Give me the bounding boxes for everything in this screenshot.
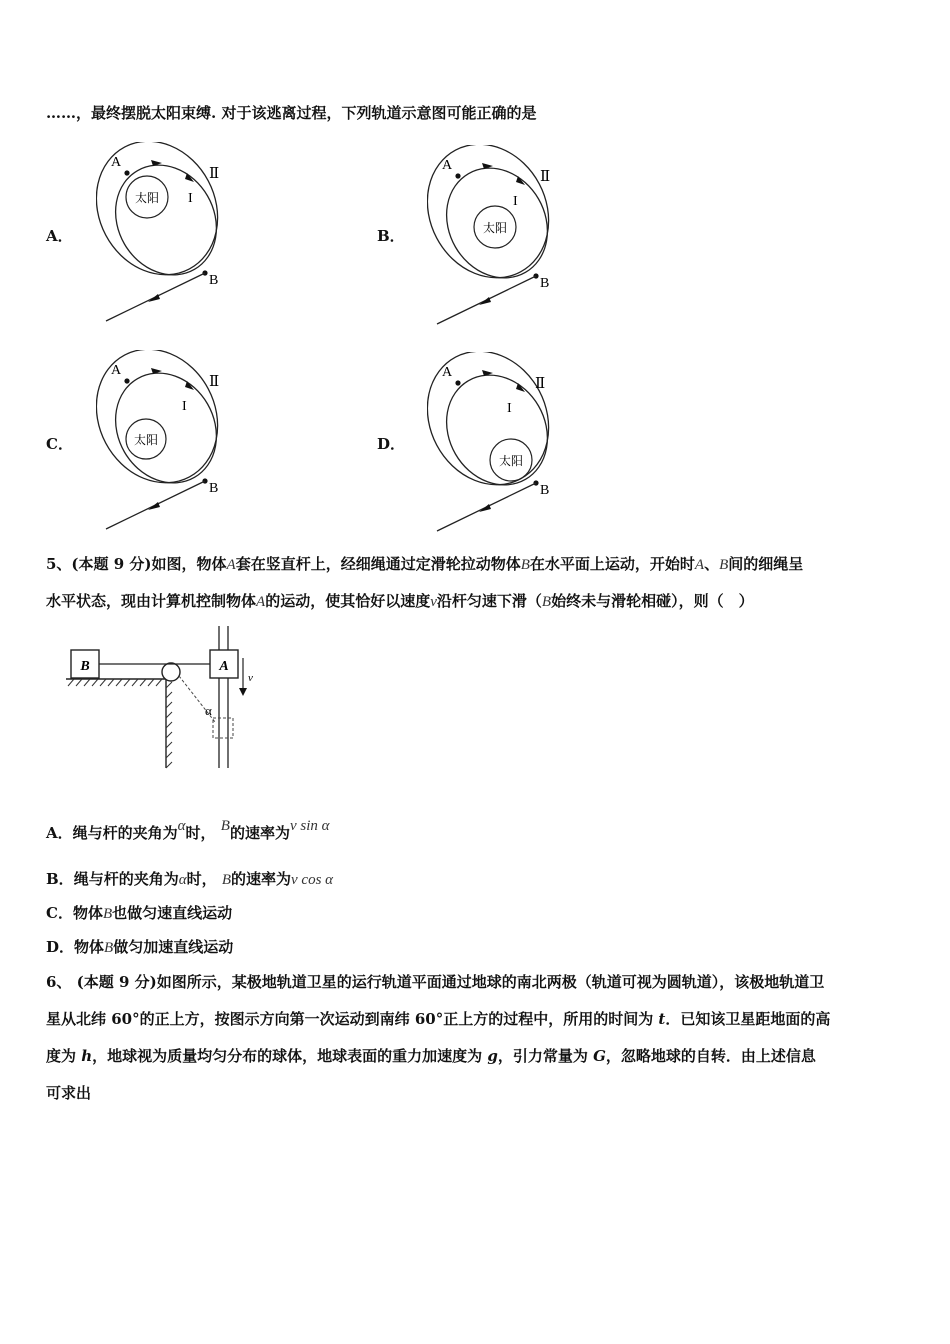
option-a-label: A． — [46, 227, 73, 245]
q5-option-a: A．绳与杆的夹角为α时， B的速率为v sin α — [46, 818, 330, 842]
option-d-label: D． — [377, 435, 406, 453]
option-b-label: B． — [377, 227, 405, 245]
svg-text:B: B — [209, 481, 219, 496]
q5-line-2: 水平状态，现由计算机控制物体A的运动，使其恰好以速度v沿杆匀速下滑（B始终未与滑轮相碰），则（ ） — [46, 592, 754, 610]
q5-line-1: 5、(本题 9 分)如图，物体A套在竖直杆上，经细绳通过定滑轮拉动物体B在水平面上运动，开始时A、B间的细绳呈 — [46, 555, 804, 573]
sun-label: 太阳 — [134, 191, 160, 205]
q6-line-3: 度为 h，地球视为质量均匀分布的球体，地球表面的重力加速度为 g，引力常量为 G，忽略地球的自转．由上述信息 — [46, 1047, 816, 1065]
q5-option-d: D．物体B做匀加速直线运动 — [46, 938, 234, 956]
block-b-label: B — [80, 659, 90, 674]
svg-text:A: A — [111, 155, 122, 170]
svg-text:I: I — [513, 194, 518, 209]
orbit-diagram-b — [427, 145, 567, 330]
pulley-diagram — [62, 622, 272, 772]
q5-option-b: B．绳与杆的夹角为α时， B的速率为v cos α — [46, 870, 334, 888]
svg-text:Ⅱ: Ⅱ — [209, 374, 220, 390]
svg-text:Ⅱ: Ⅱ — [540, 169, 551, 185]
intro-text: ……，最终摆脱太阳束缚. 对于该逃离过程，下列轨道示意图可能正确的是 — [46, 104, 537, 122]
q6-line-4: 可求出 — [46, 1084, 92, 1102]
q6-line-2: 星从北纬 60°的正上方，按图示方向第一次运动到南纬 60°正上方的过程中，所用的时间为 t．已知该卫星距地面的高 — [46, 1010, 831, 1028]
svg-text:Ⅱ: Ⅱ — [209, 166, 220, 182]
svg-text:B: B — [540, 483, 550, 498]
angle-label: α — [205, 703, 212, 718]
svg-text:A: A — [442, 365, 453, 380]
svg-text:B: B — [209, 273, 219, 288]
orbit-diagram-a — [96, 142, 236, 327]
svg-text:太阳: 太阳 — [133, 433, 159, 447]
svg-text:I: I — [507, 401, 512, 416]
svg-text:B: B — [540, 276, 550, 291]
velocity-label: v — [248, 672, 253, 684]
block-a-label: A — [219, 659, 229, 674]
svg-text:太阳: 太阳 — [498, 454, 524, 468]
svg-text:A: A — [442, 158, 453, 173]
svg-text:I: I — [182, 399, 187, 414]
svg-text:A: A — [111, 363, 122, 378]
option-c-label: C． — [46, 435, 73, 453]
svg-text:I: I — [188, 191, 193, 206]
orbit-diagram-c — [96, 350, 236, 535]
orbit-diagram-d — [427, 352, 567, 537]
svg-text:太阳: 太阳 — [482, 221, 508, 235]
q5-option-c: C．物体B也做匀速直线运动 — [46, 904, 233, 922]
svg-text:Ⅱ: Ⅱ — [535, 376, 546, 392]
q6-line-1: 6、 (本题 9 分)如图所示，某极地轨道卫星的运行轨道平面通过地球的南北两极（轨道可视为圆轨道），该极地轨道卫 — [46, 973, 825, 991]
